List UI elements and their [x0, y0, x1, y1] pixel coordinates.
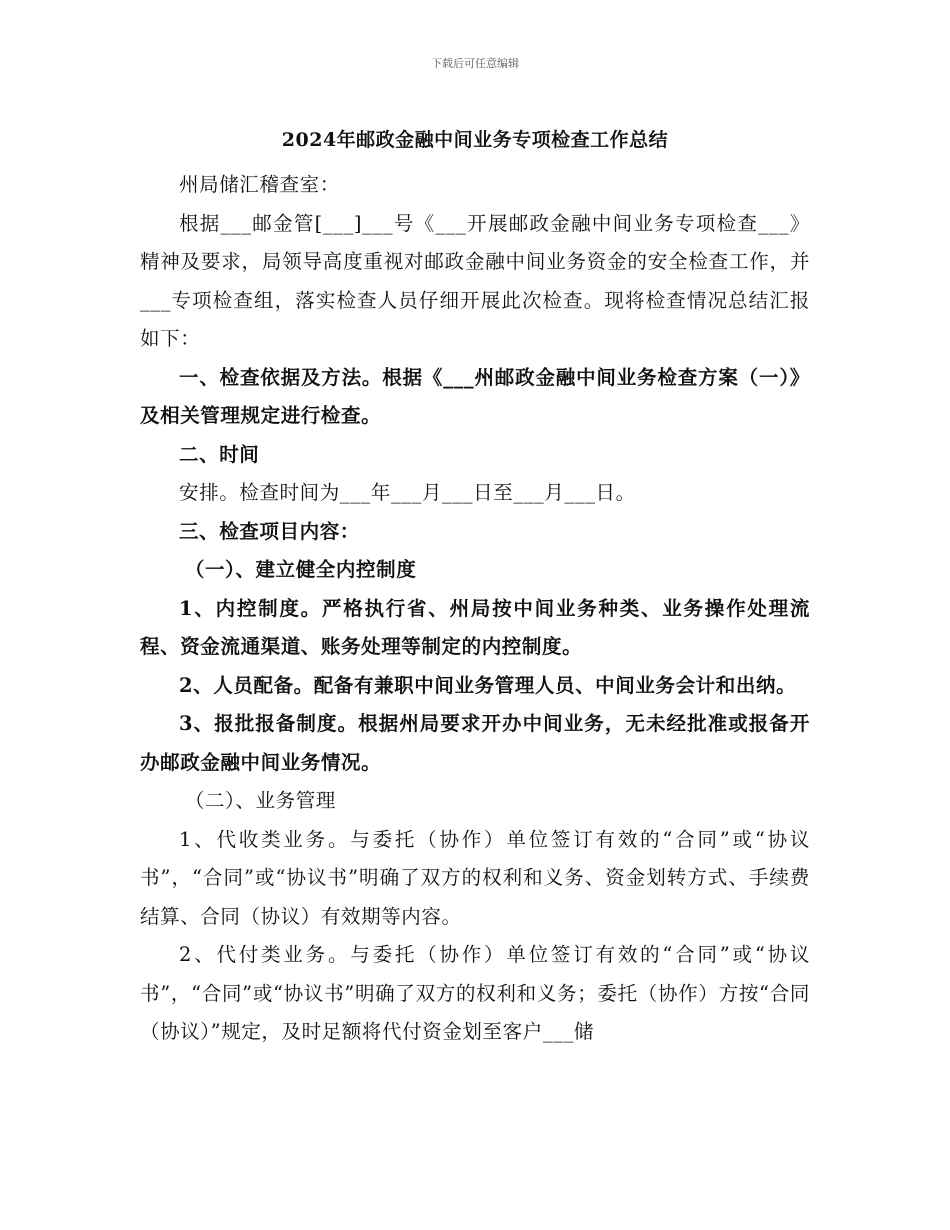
paragraph-item-payment: 2、代付类业务。与委托（协作）单位签订有效的“合同”或“协议书”，“合同”或“协议书”明确了双方的权利和义务；委托（协作）方按“合同（协议）”规定，及时足额将代付资金划至客户___储 — [140, 943, 810, 1043]
paragraph-section-2-heading: 二、时间 — [179, 442, 260, 466]
page-header-note: 下载后可任意编辑 — [431, 57, 519, 70]
paragraph-salutation: 州局储汇稽查室： — [179, 173, 340, 196]
paragraph-section-3-heading: 三、检查项目内容： — [179, 519, 360, 543]
paragraph-item-approval: 3、报批报备制度。根据州局要求开办中间业务，无未经批准或报备开办邮政金融中间业务情况。 — [140, 712, 810, 774]
paragraph-subsection-2: （二）、业务管理 — [184, 789, 336, 812]
document-body — [140, 166, 810, 1052]
paragraph-item-internal-control: 1、内控制度。严格执行省、州局按中间业务种类、业务操作处理流程、资金流通渠道、账务处理等制定的内控制度。 — [140, 596, 810, 658]
paragraph-subsection-1: （一）、建立健全内控制度 — [184, 558, 417, 581]
paragraph-section-2-body: 安排。检查时间为___年___月___日至___月___日。 — [179, 481, 636, 504]
paragraph-item-staffing: 2、人员配备。配备有兼职中间业务管理人员、中间业务会计和出纳。 — [179, 673, 797, 697]
paragraph-item-collection: 1、代收类业务。与委托（协作）单位签订有效的“合同”或“协议书”，“合同”或“协议书”明确了双方的权利和义务、资金划转方式、手续费结算、合同（协议）有效期等内容。 — [140, 827, 810, 928]
paragraph-section-1: 一、检查依据及方法。根据《___州邮政金融中间业务检查方案（一）》及相关管理规定进行检查。 — [140, 365, 810, 427]
paragraph-intro: 根据___邮金管[___]___号《___开展邮政金融中间业务专项检查___》精神及要求，局领导高度重视对邮政金融中间业务资金的安全检查工作，并___专项检查组，落实检查人员仔细开展此次检查。现将检查情况总结汇报如下： — [140, 211, 810, 350]
document-title: 2024年邮政金融中间业务专项检查工作总结 — [281, 129, 669, 151]
